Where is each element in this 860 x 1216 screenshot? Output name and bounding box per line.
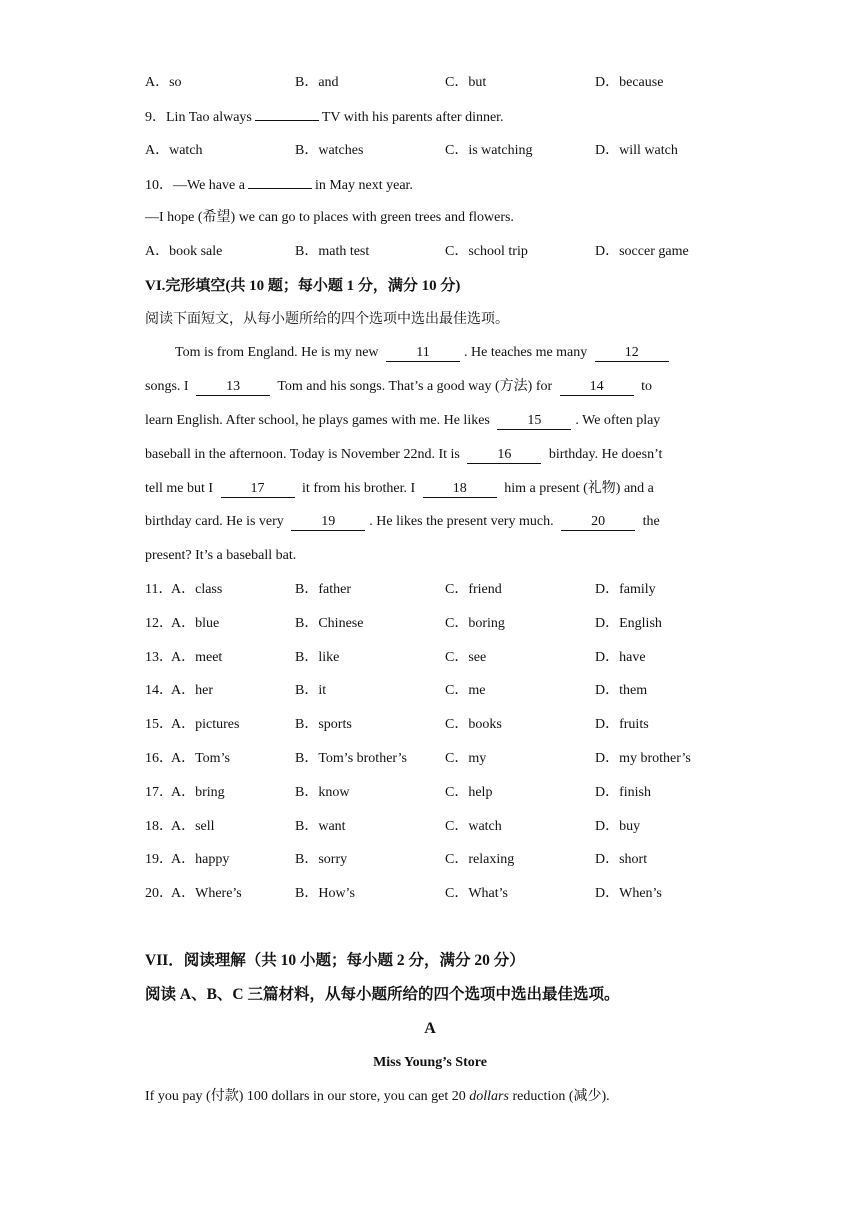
q20-option-c[interactable]: C．What’s	[445, 886, 508, 901]
cloze-text: learn English. After school, he plays games with me. He likes	[145, 413, 490, 428]
question-11	[145, 579, 222, 601]
q8-options	[0, 72, 860, 94]
q16-option-b[interactable]: B．Tom’s brother’s	[295, 751, 407, 766]
q15-option-d[interactable]: D．fruits	[595, 717, 649, 732]
q9-option-a[interactable]: A．watch	[145, 143, 203, 158]
cloze-line-4	[145, 444, 662, 466]
store-title: Miss Young’s Store	[373, 1055, 487, 1070]
cloze-text: . He teaches me many	[464, 345, 588, 360]
section-7-instruction: 阅读 A、B、C 三篇材料，从每小题所给的四个选项中选出最佳选项。	[145, 986, 620, 1003]
cloze-text: the	[642, 514, 660, 529]
question-number: 18．	[145, 819, 173, 834]
q15-option-b[interactable]: B．sports	[295, 717, 352, 732]
q9-option-c[interactable]: C．is watching	[445, 143, 533, 158]
q10-option-c[interactable]: C．school trip	[445, 244, 528, 259]
question-16	[145, 748, 230, 770]
q8-option-b[interactable]: B．and	[295, 75, 339, 90]
q17-option-b[interactable]: B．know	[295, 785, 350, 800]
question-number: 20．	[145, 886, 173, 901]
blank-17: 17	[221, 480, 295, 498]
q18-option-d[interactable]: D．buy	[595, 819, 641, 834]
q10-stem-post: in May next year.	[314, 178, 413, 193]
q10-stem	[145, 174, 413, 197]
question-number: 14．	[145, 683, 173, 698]
q9-stem-pre: 9．Lin Tao always	[145, 110, 252, 125]
blank-11: 11	[386, 344, 460, 362]
question-row	[0, 579, 860, 601]
question-row	[0, 816, 860, 838]
q12-option-b[interactable]: B．Chinese	[295, 616, 364, 631]
q14-option-a[interactable]: A．her	[171, 683, 213, 698]
passage-italic-word: dollars	[469, 1089, 509, 1104]
q18-option-a[interactable]: A．sell	[171, 819, 215, 834]
question-20	[145, 883, 242, 905]
q20-option-d[interactable]: D．When’s	[595, 886, 662, 901]
passage-a-text	[145, 1086, 610, 1108]
q10-option-a[interactable]: A．book sale	[145, 244, 223, 259]
cloze-line-7: present? It’s a baseball bat.	[145, 548, 297, 563]
question-row	[0, 647, 860, 669]
question-number: 12．	[145, 616, 173, 631]
q17-option-d[interactable]: D．finish	[595, 785, 651, 800]
cloze-text: birthday. He doesn’t	[548, 447, 663, 462]
question-number: 15．	[145, 717, 173, 732]
question-row	[0, 849, 860, 871]
q14-option-b[interactable]: B．it	[295, 683, 327, 698]
cloze-text: baseball in the afternoon. Today is November 22nd. It is	[145, 447, 460, 462]
q13-option-a[interactable]: A．meet	[171, 650, 223, 665]
cloze-text: songs. I	[145, 379, 189, 394]
question-row	[0, 680, 860, 702]
q14-option-c[interactable]: C．me	[445, 683, 486, 698]
blank-12: 12	[595, 344, 669, 362]
q15-option-c[interactable]: C．books	[445, 717, 502, 732]
cloze-line-3	[145, 410, 660, 432]
q20-option-b[interactable]: B．How’s	[295, 886, 355, 901]
blank-13: 13	[196, 378, 270, 396]
q9-stem-post: TV with his parents after dinner.	[321, 110, 504, 125]
question-number: 16．	[145, 751, 173, 766]
question-row	[0, 883, 860, 905]
cloze-text: Tom is from England. He is my new	[175, 345, 379, 360]
cloze-text: to	[641, 379, 653, 394]
section-6-title: VI.完形填空(共 10 题；每小题 1 分，满分 10 分)	[145, 278, 461, 294]
cloze-text: Tom and his songs. That’s a good way (方法) for	[277, 379, 553, 394]
question-12	[145, 613, 219, 635]
blank-15: 15	[497, 412, 571, 430]
blank-16: 16	[467, 446, 541, 464]
q19-option-a[interactable]: A．happy	[171, 852, 230, 867]
q17-option-c[interactable]: C．help	[445, 785, 493, 800]
q11-option-b[interactable]: B．father	[295, 582, 351, 597]
q13-option-d[interactable]: D．have	[595, 650, 646, 665]
cloze-text: birthday card. He is very	[145, 514, 284, 529]
q19-option-b[interactable]: B．sorry	[295, 852, 348, 867]
question-number: 13．	[145, 650, 173, 665]
passage-text: reduction (减少).	[512, 1089, 610, 1104]
q16-option-a[interactable]: A．Tom’s	[171, 751, 230, 766]
q9-option-b[interactable]: B．watches	[295, 143, 364, 158]
question-14	[145, 680, 213, 702]
q12-option-c[interactable]: C．boring	[445, 616, 505, 631]
cloze-line-6	[145, 511, 660, 533]
q11-option-d[interactable]: D．family	[595, 582, 656, 597]
question-row	[0, 782, 860, 804]
passage-label: A	[424, 1020, 436, 1037]
q10-options	[0, 241, 860, 263]
cloze-text: . We often play	[575, 413, 661, 428]
q12-option-a[interactable]: A．blue	[171, 616, 220, 631]
question-number: 11．	[145, 582, 173, 597]
question-number: 19．	[145, 852, 173, 867]
blank-19: 19	[291, 513, 365, 531]
q13-option-b[interactable]: B．like	[295, 650, 340, 665]
cloze-text: him a present (礼物) and a	[504, 481, 654, 496]
section-6-instruction: 阅读下面短文，从每小题所给的四个选项中选出最佳选项。	[145, 312, 509, 327]
q9-option-d[interactable]: D．will watch	[595, 143, 678, 158]
cloze-line-2	[145, 376, 652, 398]
q10-reply: —I hope (希望) we can go to places with green trees and flowers.	[145, 210, 514, 225]
blank-18: 18	[423, 480, 497, 498]
question-row	[0, 748, 860, 770]
q18-option-b[interactable]: B．want	[295, 819, 346, 834]
q12-option-d[interactable]: D．English	[595, 616, 662, 631]
cloze-text: it from his brother. I	[302, 481, 416, 496]
cloze-text: tell me but I	[145, 481, 214, 496]
q15-option-a[interactable]: A．pictures	[171, 717, 240, 732]
question-13	[145, 647, 222, 669]
q16-option-d[interactable]: D．my brother’s	[595, 751, 691, 766]
q19-option-c[interactable]: C．relaxing	[445, 852, 515, 867]
question-19	[145, 849, 229, 871]
q9-stem	[145, 106, 504, 129]
q11-option-a[interactable]: A．class	[171, 582, 223, 597]
q10-option-b[interactable]: B．math test	[295, 244, 370, 259]
question-row	[0, 613, 860, 635]
q8-option-d[interactable]: D．because	[595, 75, 664, 90]
blank-20: 20	[561, 513, 635, 531]
q16-option-c[interactable]: C．my	[445, 751, 487, 766]
q10-blank	[248, 174, 312, 189]
q20-option-a[interactable]: A．Where’s	[171, 886, 242, 901]
q8-option-c[interactable]: C．but	[445, 75, 487, 90]
q10-option-d[interactable]: D．soccer game	[595, 244, 689, 259]
q8-option-a[interactable]: A．so	[145, 75, 182, 90]
q9-options	[0, 140, 860, 162]
cloze-line-5	[145, 478, 654, 500]
question-row	[0, 714, 860, 736]
question-number: 17．	[145, 785, 173, 800]
q19-option-d[interactable]: D．short	[595, 852, 648, 867]
question-15	[145, 714, 239, 736]
cloze-text: . He likes the present very much.	[369, 514, 554, 529]
question-18	[145, 816, 215, 838]
q11-option-c[interactable]: C．friend	[445, 582, 502, 597]
q13-option-c[interactable]: C．see	[445, 650, 487, 665]
q9-blank	[255, 106, 319, 121]
q18-option-c[interactable]: C．watch	[445, 819, 502, 834]
passage-text: If you pay (付款) 100 dollars in our store, you can get 20	[145, 1089, 466, 1104]
question-17	[145, 782, 225, 804]
q10-stem-pre: 10．—We have a	[145, 178, 245, 193]
section-7-title: VII．阅读理解（共 10 小题；每小题 2 分，满分 20 分）	[145, 952, 525, 969]
q17-option-a[interactable]: A．bring	[171, 785, 225, 800]
q14-option-d[interactable]: D．them	[595, 683, 648, 698]
cloze-line-1	[175, 342, 673, 364]
blank-14: 14	[560, 378, 634, 396]
